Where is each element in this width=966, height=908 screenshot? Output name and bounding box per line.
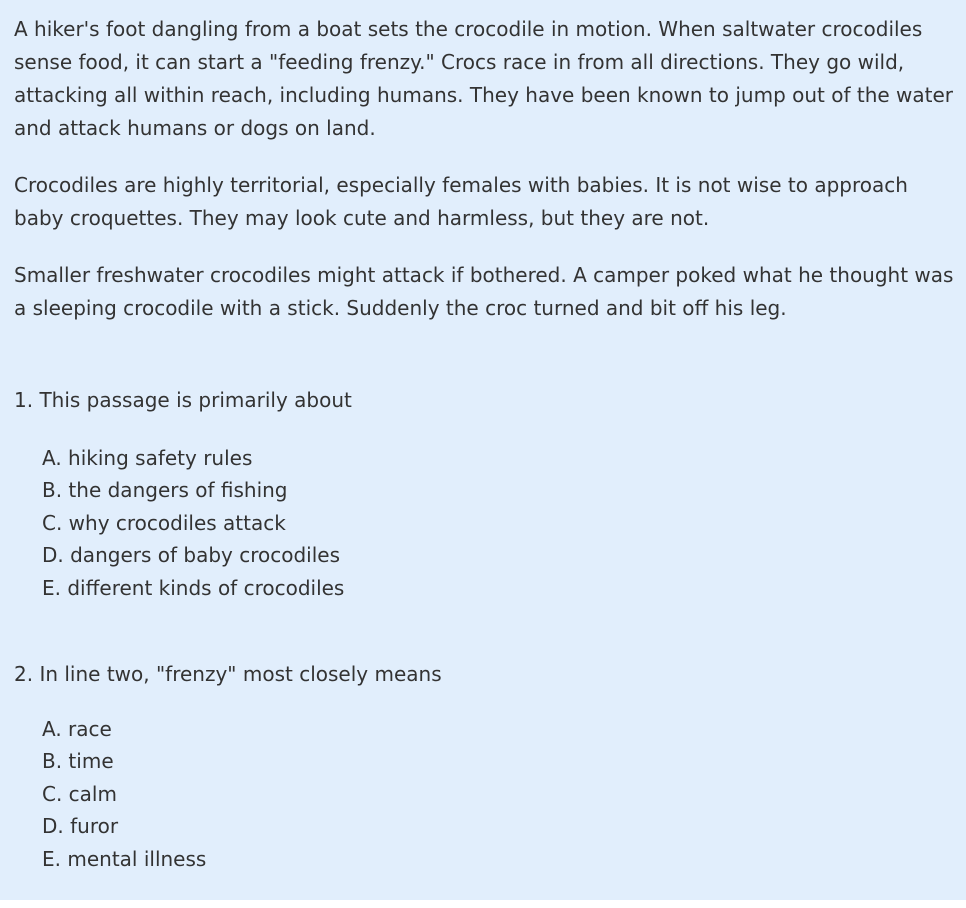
passage bbox=[14, 13, 952, 325]
answer-choice-c[interactable]: C. why crocodiles attack bbox=[42, 510, 286, 535]
passage-line: sense food, it can start a "feeding frenzy." Crocs race in from all directions. They go wild, bbox=[14, 50, 905, 74]
answer-choice-a[interactable]: A. race bbox=[42, 717, 112, 741]
passage-line: Smaller freshwater crocodiles might attack if bothered. A camper poked what he thought was bbox=[14, 263, 954, 287]
passage-paragraph-3 bbox=[14, 259, 952, 325]
passage-paragraph-2 bbox=[14, 169, 952, 235]
answer-choice-d[interactable]: D. dangers of baby crocodiles bbox=[42, 543, 340, 568]
answer-choice-b[interactable]: B. time bbox=[42, 749, 114, 774]
passage-paragraph-1 bbox=[14, 13, 952, 145]
answer-choice-b[interactable]: B. the dangers of fishing bbox=[42, 478, 288, 503]
answer-choices bbox=[14, 713, 442, 875]
answer-choice-c[interactable]: C. calm bbox=[42, 781, 117, 806]
answer-choice-d[interactable]: D. furor bbox=[42, 814, 119, 839]
question-prompt: 1. This passage is primarily about bbox=[14, 388, 352, 412]
question-2 bbox=[14, 658, 442, 875]
passage-line: a sleeping crocodile with a stick. Suddenly the croc turned and bit off his leg. bbox=[14, 296, 787, 320]
passage-line: and attack humans or dogs on land. bbox=[14, 116, 376, 140]
passage-line: A hiker's foot dangling from a boat sets the crocodile in motion. When saltwater crocodiles bbox=[14, 17, 923, 41]
answer-choice-a[interactable]: A. hiking safety rules bbox=[42, 446, 253, 470]
answer-choices bbox=[14, 442, 352, 604]
passage-line: attacking all within reach, including humans. They have been known to jump out of the water bbox=[14, 83, 954, 107]
answer-choice-e[interactable]: E. different kinds of crocodiles bbox=[42, 575, 345, 600]
question-prompt: 2. In line two, "frenzy" most closely means bbox=[14, 662, 442, 686]
question-1 bbox=[14, 384, 352, 604]
passage-line: Crocodiles are highly territorial, especially females with babies. It is not wise to approach bbox=[14, 173, 908, 197]
passage-line: baby croquettes. They may look cute and harmless, but they are not. bbox=[14, 206, 710, 230]
answer-choice-e[interactable]: E. mental illness bbox=[42, 846, 207, 871]
